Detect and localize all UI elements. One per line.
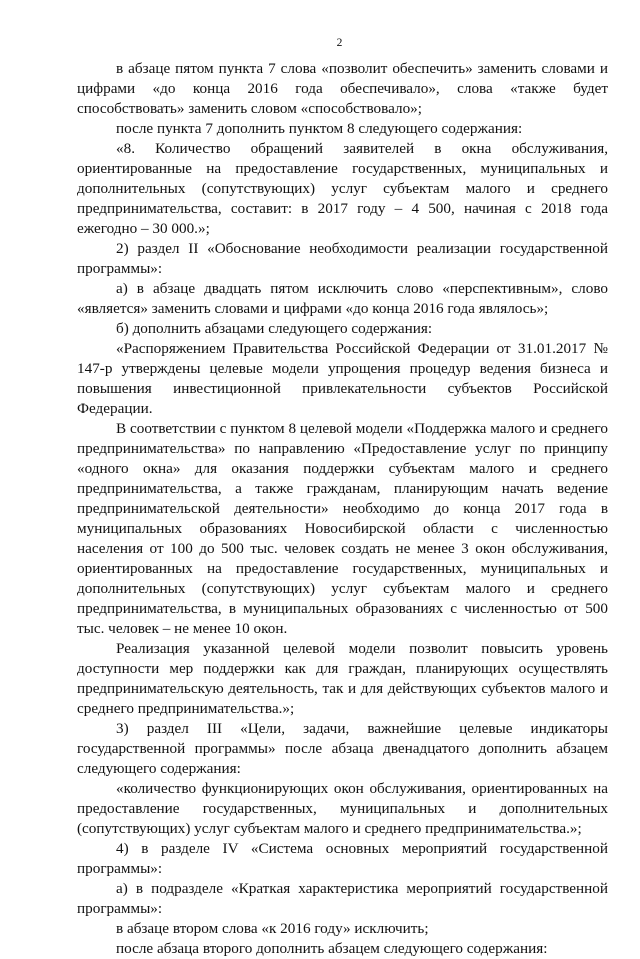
paragraph: б) дополнить абзацами следующего содержания: — [116, 320, 433, 337]
paragraph: «количество функционирующих окон обслуживания, ориентированных на предоставление государственных, муниципальных и дополнительных (сопутствующих) услуг субъектам малого и среднего предпринимательства.»; — [77, 780, 608, 837]
page-number: 2 — [336, 37, 343, 49]
paragraph: 4) в разделе IV «Система основных мероприятий государственной программы»: — [77, 840, 608, 877]
paragraph: а) в подразделе «Краткая характеристика мероприятий государственной программы»: — [77, 880, 608, 917]
paragraph: после пункта 7 дополнить пунктом 8 следующего содержания: — [116, 120, 523, 137]
paragraph: В соответствии с пунктом 8 целевой модели «Поддержка малого и среднего предпринимательства» по направлению «Предоставление услуг по принципу «одного окна» для оказания поддержки субъектам малого и среднего предпринимательства, а также гражданам, планирующим начать ведение предпринимательской деятельности» необходимо до конца 2017 года в муниципальных образованиях Новосибирской области с численностью населения от 100 до 500 тыс. человек создать не менее 3 окон обслуживания, ориентированных на предоставление государственных, муниципальных и дополнительных (сопутствующих) услуг субъектам малого и среднего предпринимательства, в муниципальных образованиях с численностью от 500 тыс. человек – не менее 10 окон. — [77, 420, 608, 637]
paragraph: а) в абзаце двадцать пятом исключить слово «перспективным», слово «является» заменить словами и цифрами «до конца 2016 года являлось»; — [77, 280, 608, 317]
document-body — [77, 59, 608, 959]
paragraph: Реализация указанной целевой модели позволит повысить уровень доступности мер поддержки как для граждан, планирующих осуществлять предпринимательскую деятельность, так и для действующих субъектов малого и среднего предпринимательства.»; — [77, 640, 608, 717]
paragraph: «Распоряжением Правительства Российской Федерации от 31.01.2017 № 147-р утверждены целевые модели упрощения процедур ведения бизнеса и повышения инвестиционной привлекательности субъектов Российской Федерации. — [77, 340, 608, 417]
paragraph: «8. Количество обращений заявителей в окна обслуживания, ориентированные на предоставление государственных, муниципальных и дополнительных (сопутствующих) услуг субъектам малого и среднего предпринимательства, составит: в 2017 году – 4 500, начиная с 2018 года ежегодно – 30 000.»; — [77, 140, 608, 237]
paragraph: 2) раздел II «Обоснование необходимости реализации государственной программы»: — [77, 240, 608, 277]
paragraph: в абзаце пятом пункта 7 слова «позволит обеспечить» заменить словами и цифрами «до конца 2016 года обеспечивало», слова «также будет способствовать» заменить словом «способствовало»; — [77, 60, 608, 117]
paragraph: после абзаца второго дополнить абзацем следующего содержания: — [116, 940, 548, 957]
paragraph: в абзаце втором слова «к 2016 году» исключить; — [116, 920, 429, 937]
paragraph: 3) раздел III «Цели, задачи, важнейшие целевые индикаторы государственной программы» после абзаца двенадцатого дополнить абзацем следующего содержания: — [77, 720, 608, 777]
